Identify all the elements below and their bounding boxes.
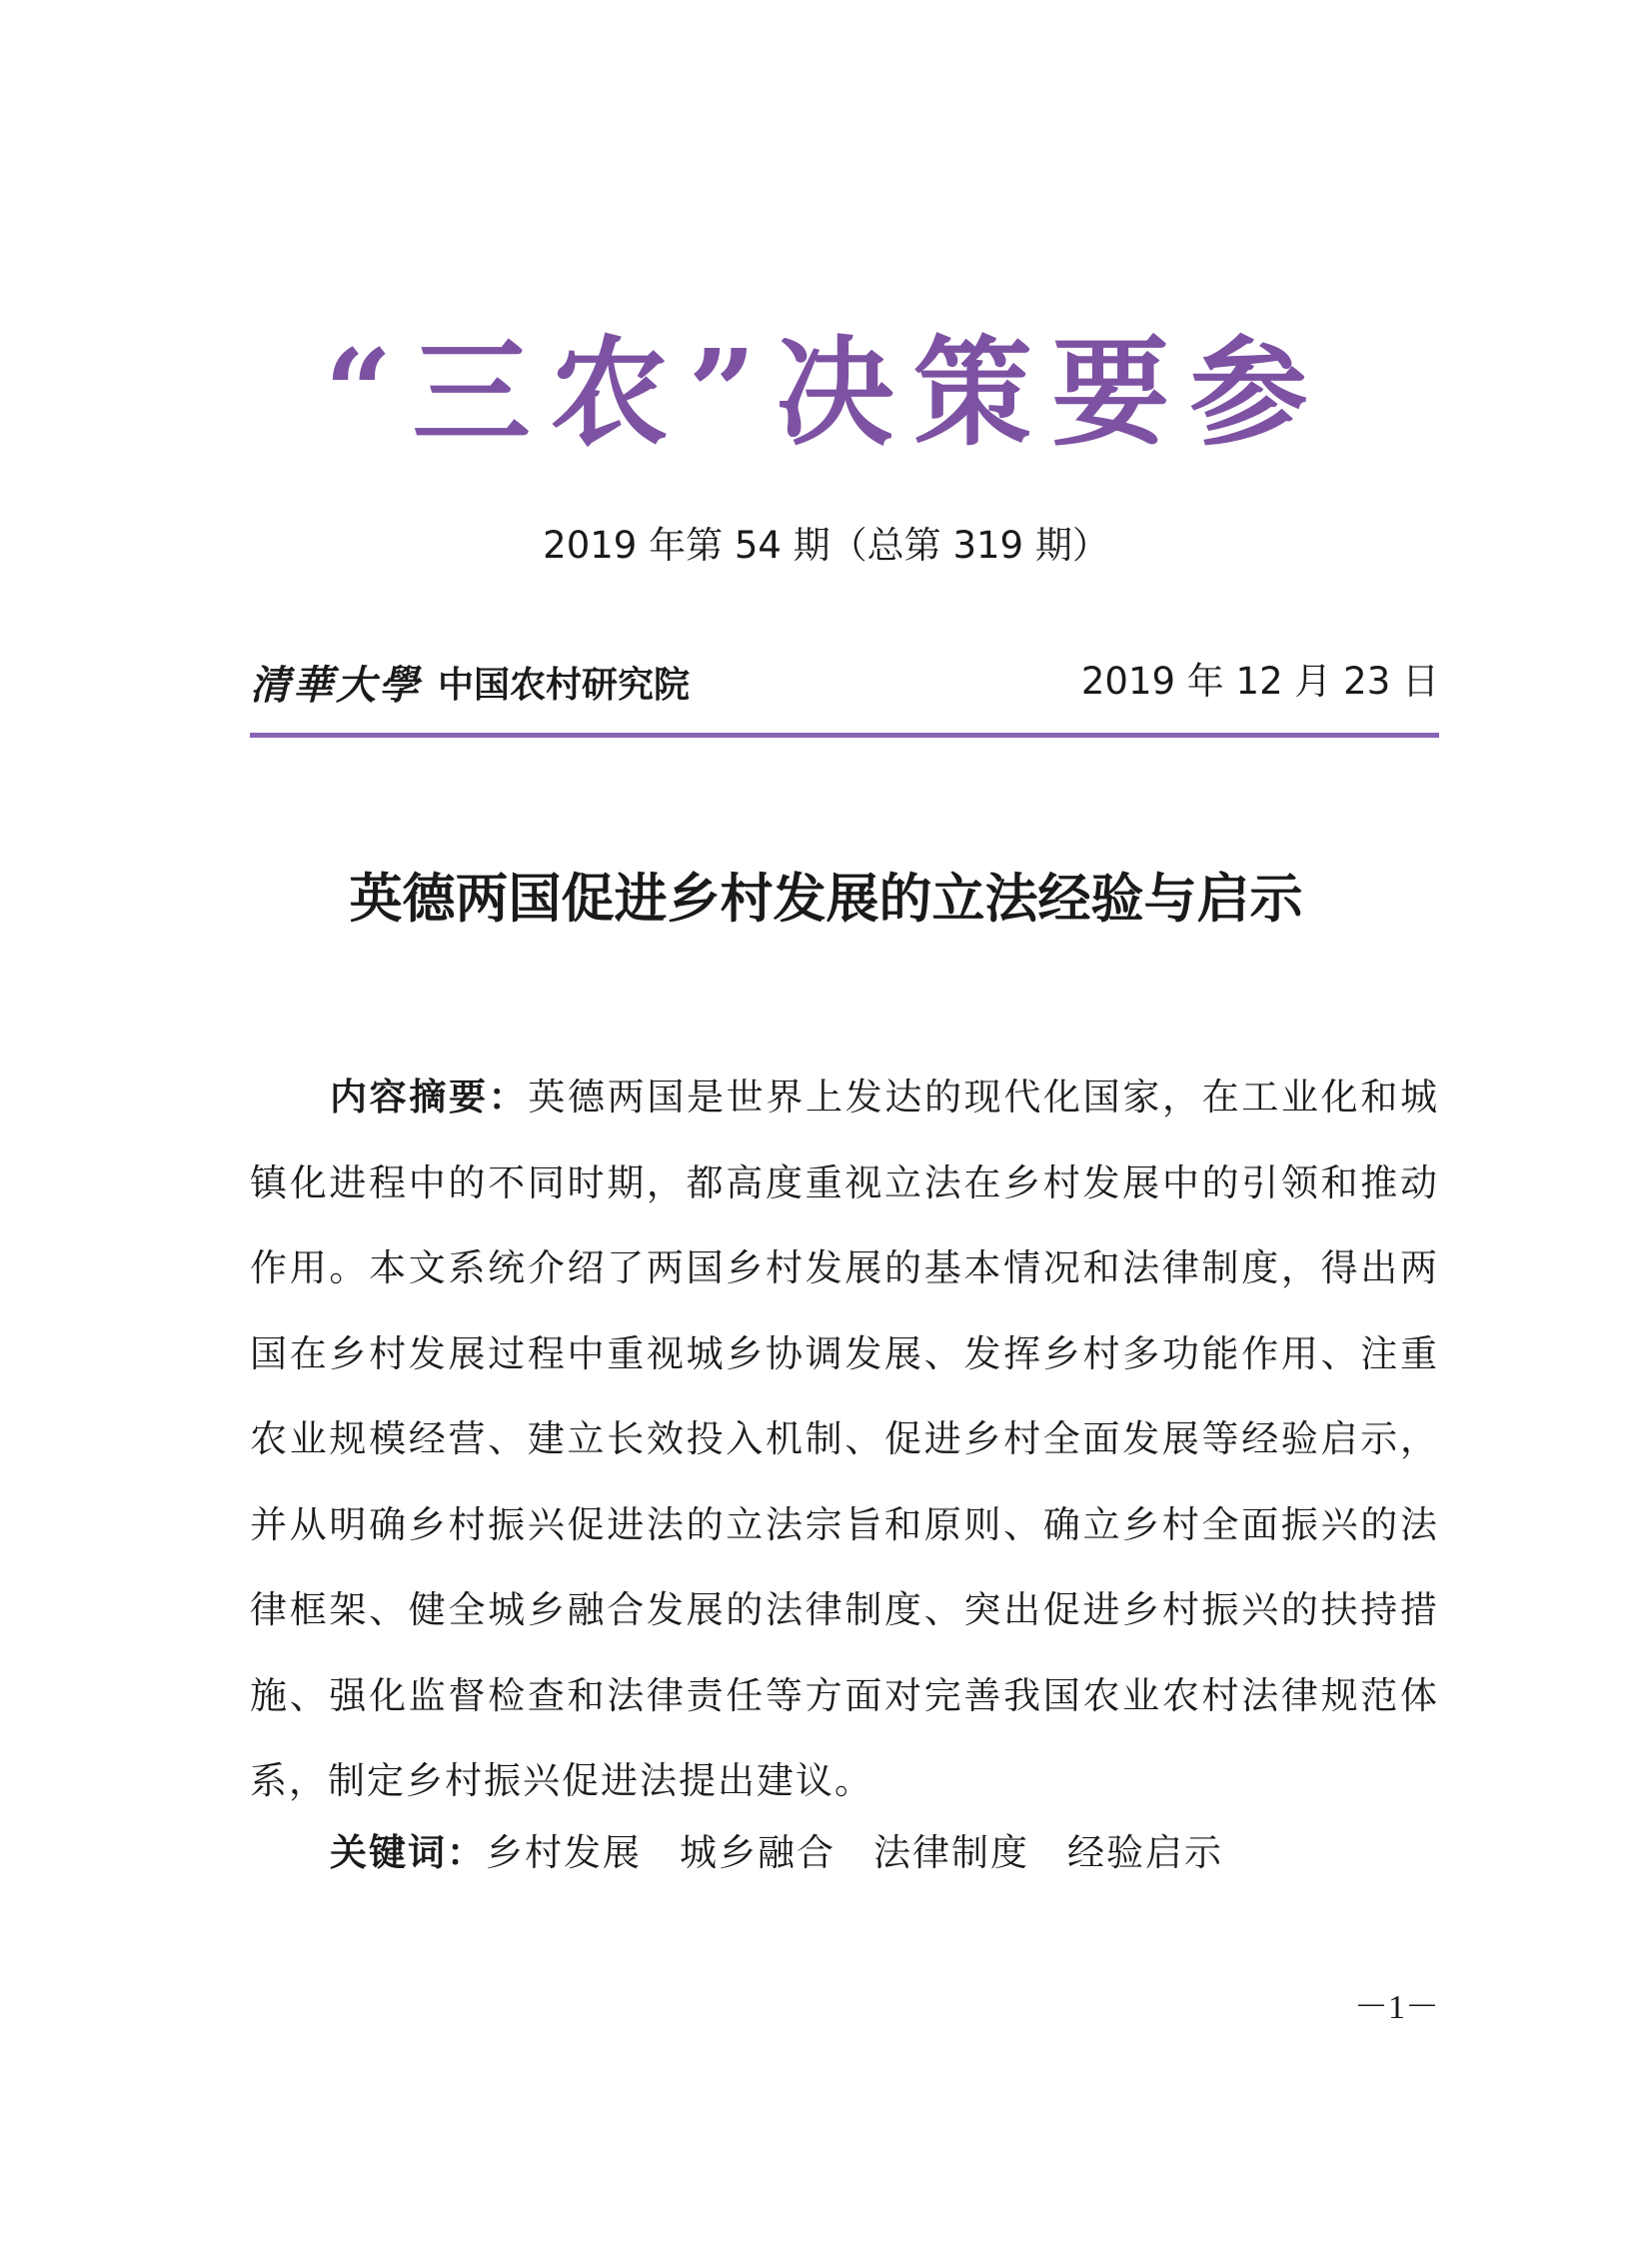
publisher: [250, 654, 690, 710]
abstract-text: 英德两国是世界上发达的现代化国家，在工业化和城镇化进程中的不同时期，都高度重视立法在乡村发展中的引领和推动作用。本文系统介绍了两国乡村发展的基本情况和法律制度，得出两国在乡村发展过程中重视城乡协调发展、发挥乡村多功能作用、注重农业规模经营、建立长效投入机制、促进乡村全面发展等经验启示，并从明确乡村振兴促进法的立法宗旨和原则、确立乡村全面振兴的法律框架、健全城乡融合发展的法律制度、突出促进乡村振兴的扶持措施、强化监督检查和法律责任等方面对完善我国农业农村法律规范体系，制定乡村振兴促进法提出建议。: [250, 1076, 1440, 1802]
abstract: [250, 1055, 1439, 1824]
publication-date: 2019 年 12 月 23 日: [1080, 660, 1439, 703]
keyword: 乡村发展: [486, 1831, 642, 1874]
institute-name: 中国农村研究院: [438, 663, 691, 706]
keyword: 经验启示: [1067, 1831, 1223, 1874]
university-logo-text: 清華大學: [250, 661, 422, 709]
header-divider: [250, 733, 1439, 738]
issue-number: 2019 年第 54 期（总第 319 期）: [543, 524, 1109, 567]
keywords-label: 关键词：: [330, 1831, 486, 1874]
article-title: 英德两国促进乡村发展的立法经验与启示: [349, 868, 1303, 930]
keyword: 法律制度: [873, 1831, 1029, 1874]
abstract-label: 内容摘要：: [330, 1076, 529, 1119]
keyword: 城乡融合: [680, 1831, 835, 1874]
masthead-title: “三农”决策要参: [324, 323, 1328, 462]
keywords: [330, 1821, 1261, 1885]
page-number: －1－: [1354, 1989, 1439, 2026]
